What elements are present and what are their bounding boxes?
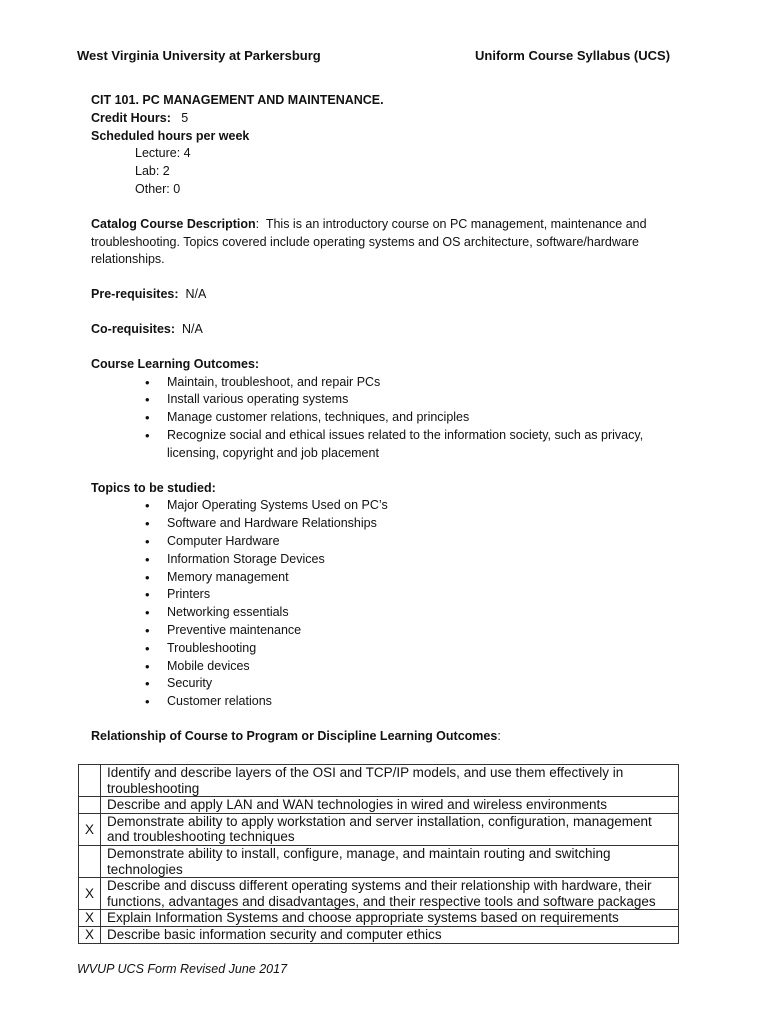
list-item: • Recognize social and ethical issues related to the information society, such as privacy, licensing, copyright and job placement (167, 427, 681, 463)
prereq-label: Pre-requisites: (91, 287, 179, 302)
relationship-heading (91, 728, 681, 746)
catalog-text: This is an introductory course on PC management, maintenance and troubleshooting. Topics covered include operating systems and OS architecture, software/hardware relationships. (91, 216, 647, 267)
table-row (79, 797, 679, 814)
table-row (79, 926, 679, 943)
list-item: • Information Storage Devices (167, 551, 681, 569)
outcome-mark: X (79, 878, 101, 910)
list-item: • Memory management (167, 569, 681, 587)
outcome-mark (79, 797, 101, 814)
relationship-heading-text: Relationship of Course to Program or Discipline Learning Outcomes (91, 728, 498, 743)
topics-heading: Topics to be studied: (91, 480, 216, 495)
outcome-text: Demonstrate ability to apply workstation and server installation, configuration, management and troubleshooting techniques (101, 813, 679, 845)
list-item: • Customer relations (167, 693, 681, 711)
scheduled-hours-label: Scheduled hours per week (91, 128, 250, 143)
list-item: • Install various operating systems (167, 391, 681, 409)
outcome-text: Identify and describe layers of the OSI and TCP/IP models, and use them effectively in troubleshooting (101, 765, 679, 797)
header-form-title: Uniform Course Syllabus (UCS) (475, 48, 671, 63)
list-item: • Printers (167, 586, 681, 604)
list-item: • Manage customer relations, techniques, and principles (167, 409, 681, 427)
list-item: • Networking essentials (167, 604, 681, 622)
coreq-value: N/A (182, 321, 203, 336)
outcome-mark: X (79, 926, 101, 943)
list-item: • Preventive maintenance (167, 622, 681, 640)
credit-hours-label: Credit Hours: (91, 110, 171, 125)
corequisites (91, 321, 681, 339)
coreq-label: Co-requisites: (91, 321, 176, 336)
outcome-text: Describe and discuss different operating systems and their relationship with hardware, their functions, advantages and disadvantages, and their respective tools and software packages (101, 878, 679, 910)
list-item: • Major Operating Systems Used on PC’s (167, 497, 681, 515)
table-row (79, 765, 679, 797)
list-item: • Security (167, 675, 681, 693)
outcome-text: Demonstrate ability to install, configure, manage, and maintain routing and switching technologies (101, 845, 679, 877)
list-item: • Computer Hardware (167, 533, 681, 551)
course-title: CIT 101. PC MANAGEMENT AND MAINTENANCE. (91, 93, 384, 107)
learning-outcomes-heading: Course Learning Outcomes: (91, 356, 260, 371)
syllabus-body (91, 92, 681, 746)
lab-hours: Lab: 2 (135, 164, 170, 179)
relationship-heading-colon: : (497, 728, 501, 743)
table-row (79, 845, 679, 877)
list-item: • Maintain, troubleshoot, and repair PCs (167, 374, 681, 392)
prerequisites (91, 286, 681, 304)
list-item: • Software and Hardware Relationships (167, 515, 681, 533)
outcome-mark: X (79, 813, 101, 845)
outcome-text: Describe basic information security and computer ethics (101, 926, 679, 943)
topics-list (91, 497, 681, 711)
learning-outcomes-list (91, 374, 681, 463)
other-hours: Other: 0 (135, 181, 181, 196)
table-row (79, 813, 679, 845)
table-row (79, 910, 679, 927)
outcome-mark: X (79, 910, 101, 927)
outcome-mark (79, 765, 101, 797)
outcome-text: Describe and apply LAN and WAN technologies in wired and wireless environments (101, 797, 679, 814)
program-outcomes-table (78, 764, 679, 944)
header-institution: West Virginia University at Parkersburg (77, 48, 321, 63)
outcome-text: Explain Information Systems and choose appropriate systems based on requirements (101, 910, 679, 927)
catalog-label: Catalog Course Description (91, 216, 256, 231)
credit-hours (91, 110, 681, 128)
list-item: • Troubleshooting (167, 640, 681, 658)
list-item: • Mobile devices (167, 658, 681, 676)
credit-hours-value: 5 (181, 110, 189, 125)
prereq-value: N/A (185, 287, 207, 302)
table-row (79, 878, 679, 910)
form-revision-footer: WVUP UCS Form Revised June 2017 (77, 962, 288, 976)
lecture-hours: Lecture: 4 (135, 146, 191, 161)
catalog-description: Catalog Course Description: This is an introductory course on PC management, maintenance and troubleshooting. Topics covered include operating systems and OS architecture, software/hardware relationships. (91, 216, 647, 267)
outcome-mark (79, 845, 101, 877)
